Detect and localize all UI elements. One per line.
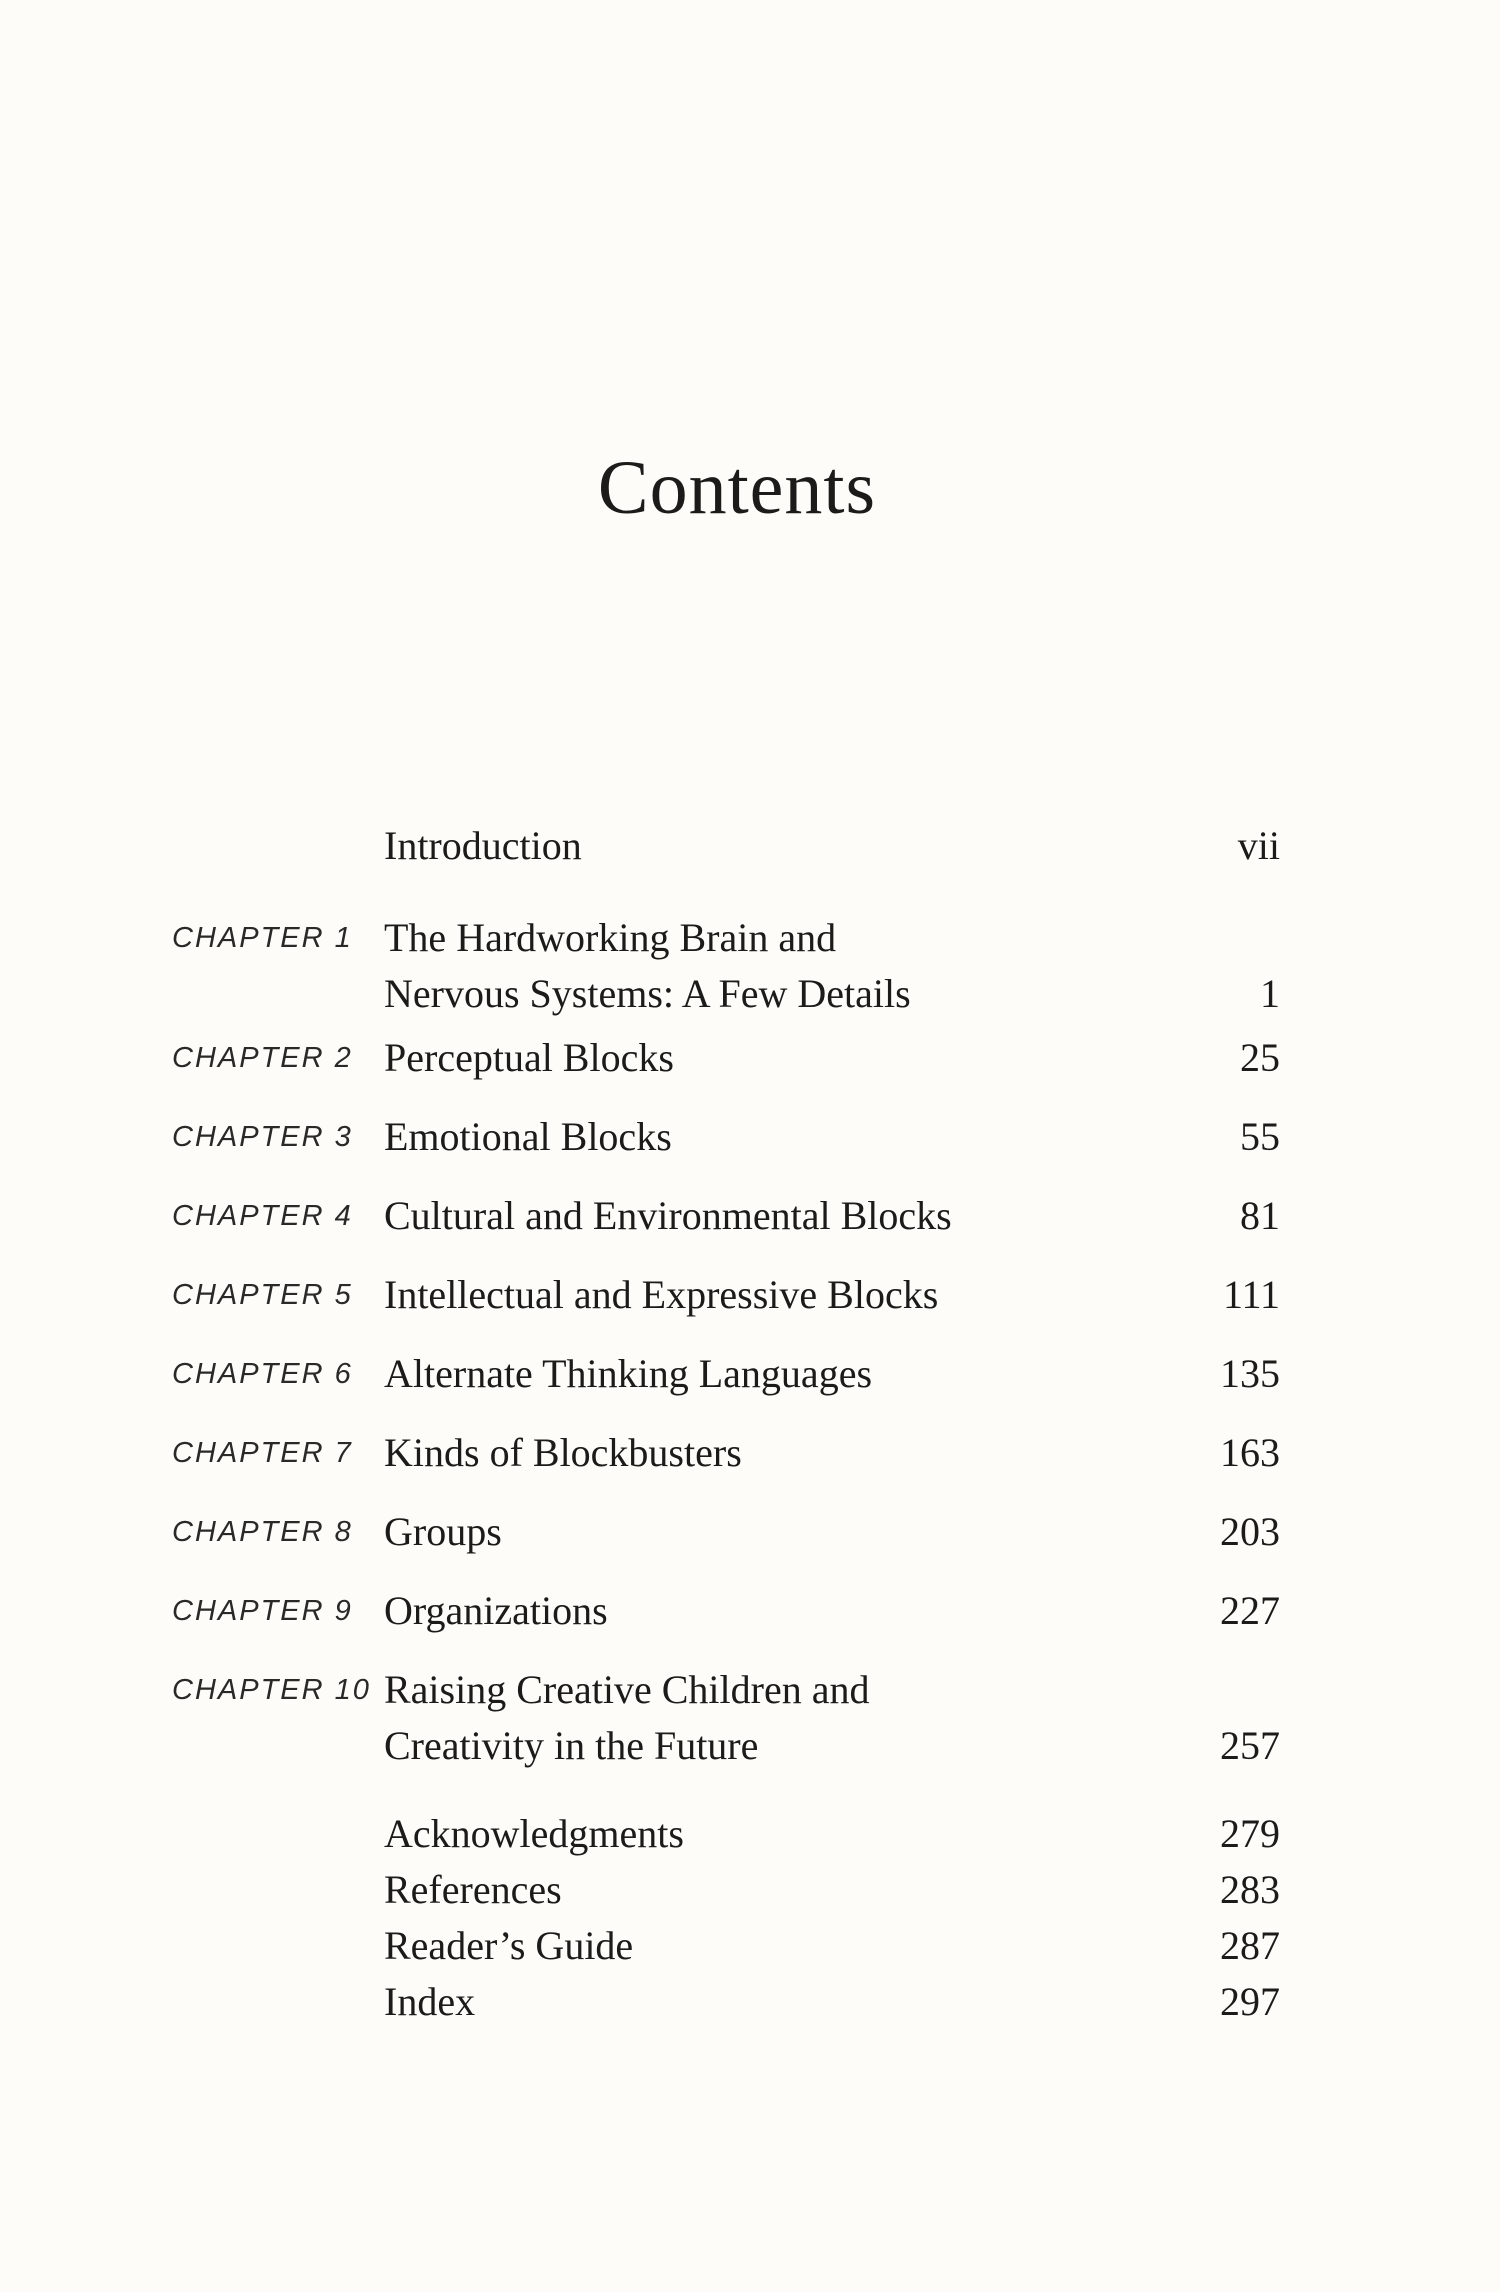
entry-page-number: vii — [1237, 823, 1280, 868]
entry-title-line: Alternate Thinking Languages — [384, 1351, 873, 1396]
entry-title — [384, 1583, 608, 1639]
entry-title-line: Cultural and Environmental Blocks — [384, 1193, 952, 1238]
chapter-label: CHAPTER 7 — [172, 1437, 353, 1469]
entry-page-number: 135 — [1220, 1351, 1280, 1396]
entry-title — [384, 1109, 672, 1165]
entry-title-line: Groups — [384, 1509, 502, 1554]
entry-title-line: Creativity in the Future — [384, 1723, 759, 1768]
entry-title: Reader’s Guide — [384, 1923, 634, 1968]
entry-title-line: Organizations — [384, 1588, 608, 1633]
entry-page-number: 1 — [1260, 971, 1280, 1016]
entry-page-number: 81 — [1240, 1193, 1280, 1238]
entry-page-number: 111 — [1222, 1272, 1280, 1317]
chapter-label: CHAPTER 2 — [172, 1042, 353, 1074]
entry-title: Index — [384, 1979, 476, 2024]
chapter-label: CHAPTER 4 — [172, 1200, 353, 1232]
entry-title — [384, 1030, 674, 1086]
entry-title-line: Nervous Systems: A Few Details — [384, 971, 911, 1016]
entry-title — [384, 1188, 952, 1244]
entry-page-number: 25 — [1240, 1035, 1280, 1080]
entry-title: Introduction — [384, 823, 582, 868]
entry-page-number: 55 — [1240, 1114, 1280, 1159]
entry-title — [384, 1662, 869, 1774]
chapter-label: CHAPTER 3 — [172, 1121, 353, 1153]
entry-title: References — [384, 1867, 562, 1912]
chapter-label: CHAPTER 5 — [172, 1279, 353, 1311]
entry-title: Acknowledgments — [384, 1811, 684, 1856]
entry-page-number: 287 — [1220, 1923, 1280, 1968]
entry-title-line: Intellectual and Expressive Blocks — [384, 1272, 939, 1317]
entry-title — [384, 1504, 502, 1560]
entry-title-line: Raising Creative Children and — [384, 1667, 870, 1712]
entry-page-number: 163 — [1220, 1430, 1280, 1475]
entry-page-number: 283 — [1220, 1867, 1280, 1912]
entry-title-line: Perceptual Blocks — [384, 1035, 674, 1080]
entry-title-line: Kinds of Blockbusters — [384, 1430, 742, 1475]
entry-page-number: 227 — [1220, 1588, 1280, 1633]
entry-page-number: 203 — [1220, 1509, 1280, 1554]
entry-title-line: The Hardworking Brain and — [384, 915, 837, 960]
chapter-label: CHAPTER 10 — [172, 1674, 371, 1706]
entry-title — [384, 910, 911, 1022]
entry-page-number: 297 — [1220, 1979, 1280, 2024]
entry-page-number: 257 — [1220, 1723, 1280, 1768]
entry-title — [384, 1425, 742, 1481]
chapter-label: CHAPTER 1 — [172, 922, 353, 954]
chapter-label: CHAPTER 6 — [172, 1358, 353, 1390]
chapter-label: CHAPTER 8 — [172, 1516, 353, 1548]
chapter-label: CHAPTER 9 — [172, 1595, 353, 1627]
entry-title-line: Emotional Blocks — [384, 1114, 672, 1159]
entry-page-number: 279 — [1220, 1811, 1280, 1856]
page-title: Contents — [597, 446, 877, 530]
entry-title — [384, 1267, 938, 1323]
entry-title — [384, 1346, 872, 1402]
